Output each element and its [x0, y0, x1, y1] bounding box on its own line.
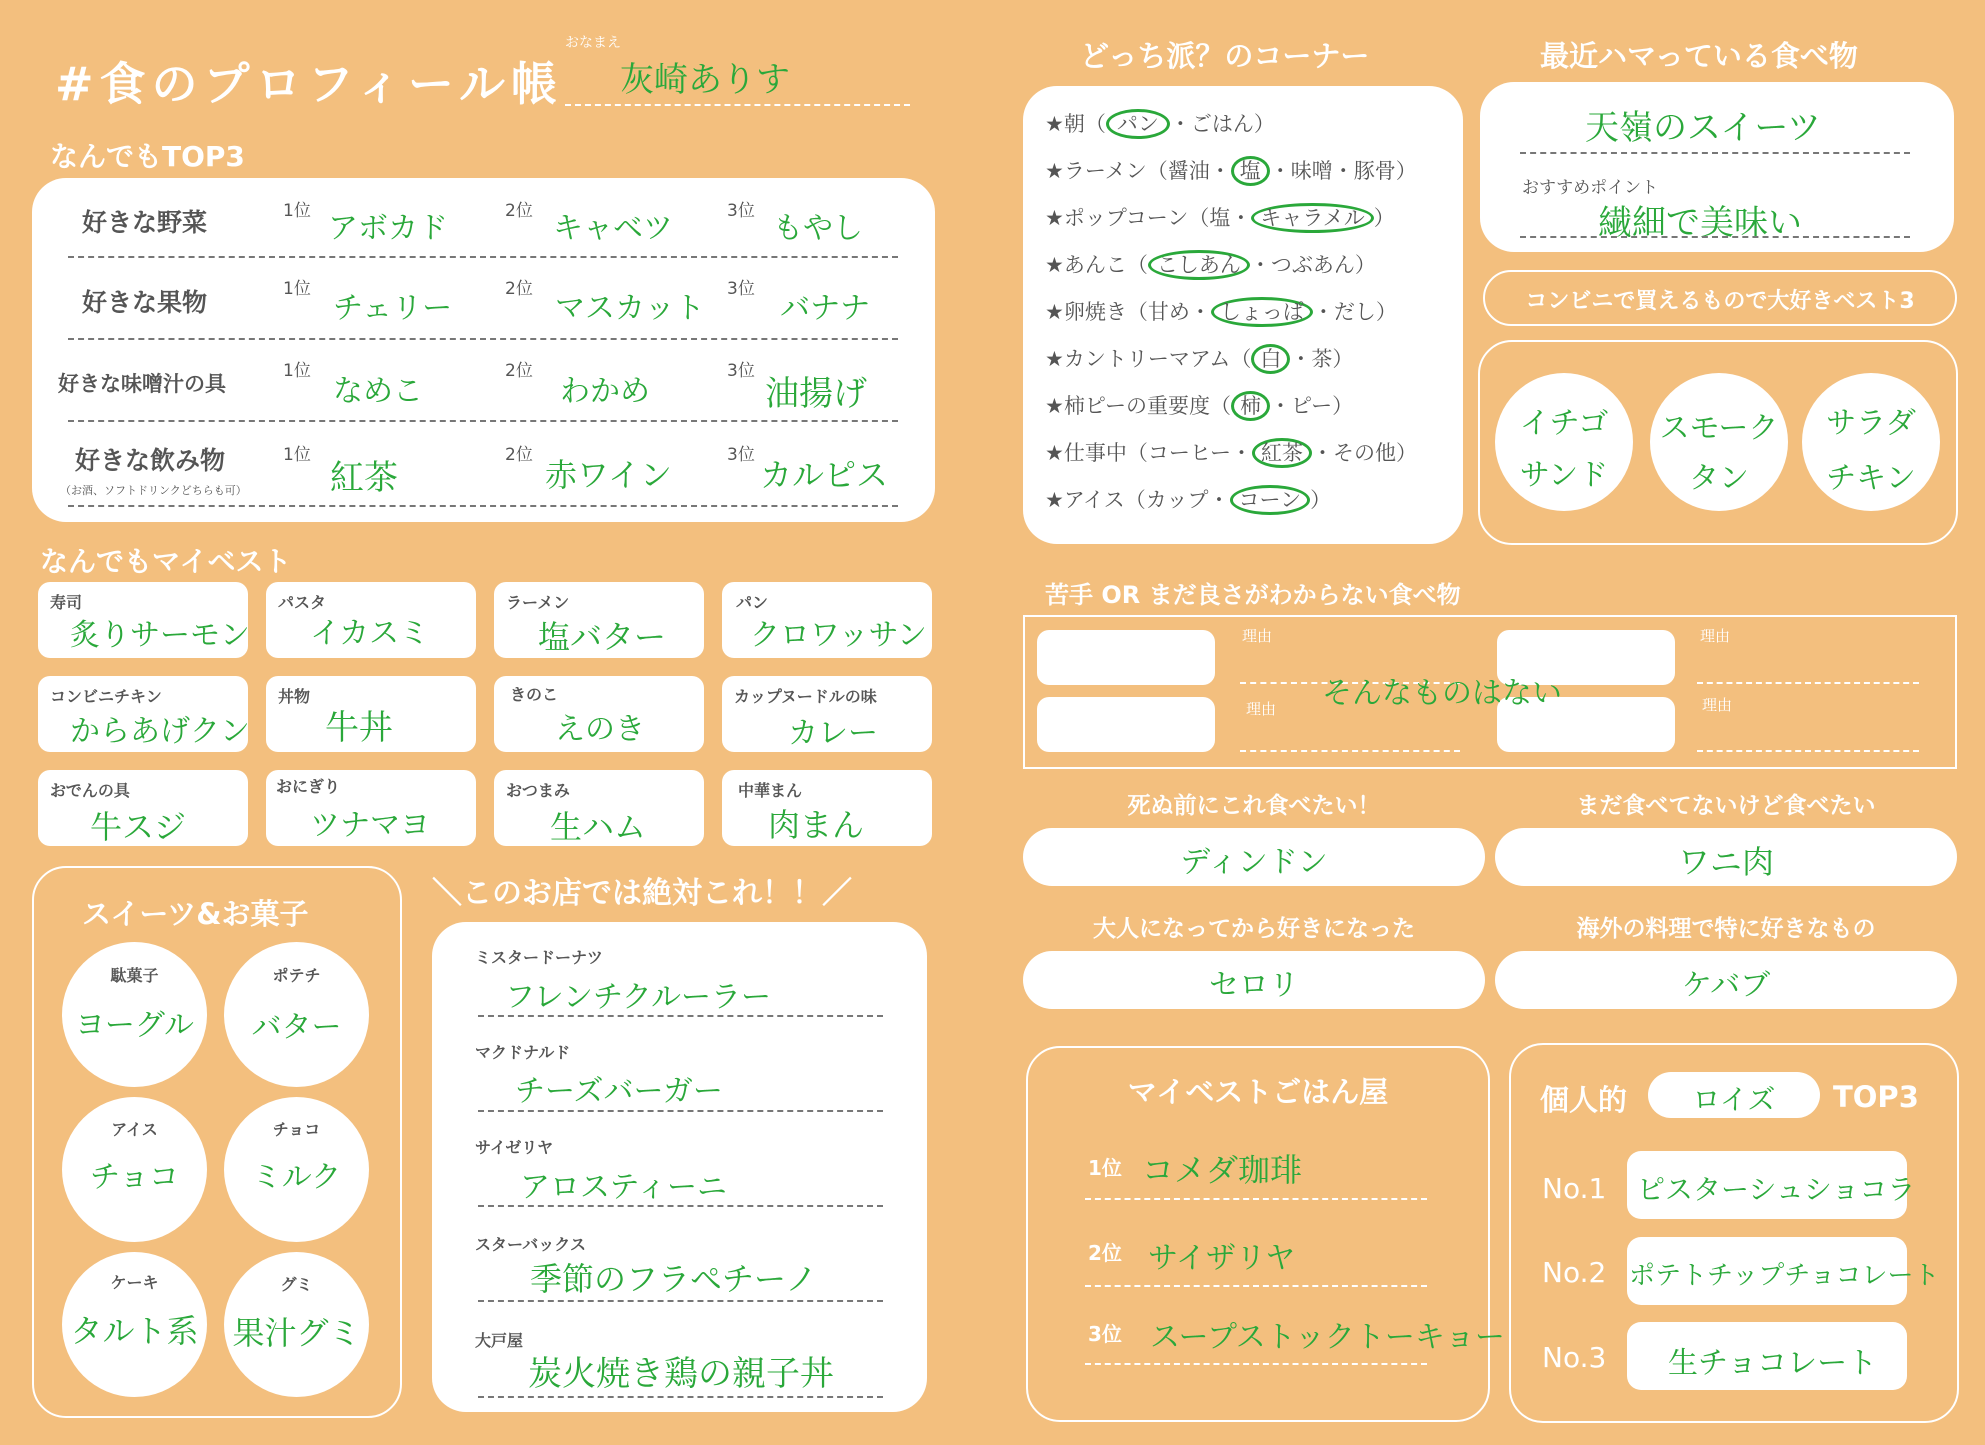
reason-label: 理由: [1242, 627, 1273, 645]
shop-divider: [478, 1300, 883, 1302]
top3-item: カルピス: [760, 456, 889, 494]
mybest-label: おにぎり: [276, 777, 341, 796]
sweets-label: アイス: [111, 1120, 158, 1139]
docchi-suffix: ・つぶあん）: [1249, 253, 1376, 277]
wish-heading: まだ食べてないけど食べたい: [1576, 793, 1876, 819]
dislike-box: [1037, 630, 1215, 685]
name-underline: [565, 104, 910, 106]
docchi-row: [1045, 437, 1465, 484]
top3-row-label: 好きな野菜: [82, 208, 208, 237]
rank-label: 1位: [283, 279, 311, 299]
konbini-item-line: サンド: [1519, 458, 1609, 493]
wish-value: セロリ: [1209, 968, 1299, 1003]
sweets-value: ミルク: [251, 1160, 342, 1195]
top3-item: もやし: [773, 211, 863, 246]
top3-item: アボカド: [328, 211, 448, 246]
reason-line: [1697, 750, 1919, 752]
top3-item: わかめ: [560, 374, 650, 409]
restaurant-rank: 1位: [1088, 1156, 1122, 1180]
dislike-heading: 苦手 OR まだ良さがわからない食べ物: [1045, 581, 1461, 609]
docchi-row: [1045, 296, 1465, 343]
shop-divider: [478, 1205, 883, 1207]
personal-prefix: 個人的: [1540, 1083, 1628, 1117]
rank-label: 2位: [505, 201, 533, 221]
mybest-label: きのこ: [510, 685, 559, 704]
wish-value: ディンドン: [1180, 845, 1328, 880]
top3-row-note: （お酒、ソフトドリンクどちらも可）: [60, 484, 247, 497]
restaurant-item: スープストックトーキョー: [1150, 1320, 1505, 1355]
docchi-prefix: ★ポップコーン（塩・: [1045, 206, 1252, 230]
mybest-value: クロワッサン: [750, 618, 927, 653]
shop-item: 炭火焼き鶏の親子丼: [528, 1354, 834, 1394]
recent-point: 繊細で美味い: [1598, 203, 1802, 243]
personal-suffix: TOP3: [1833, 1080, 1919, 1114]
top3-item: マスカット: [555, 291, 705, 326]
personal-rank: No.1: [1542, 1172, 1607, 1205]
docchi-suffix: ・ごはん）: [1169, 112, 1275, 136]
docchi-choice: 紅茶: [1252, 438, 1312, 468]
rank-label: 3位: [727, 445, 755, 465]
docchi-prefix: ★あんこ（: [1045, 253, 1148, 277]
docchi-suffix: ・その他）: [1312, 441, 1417, 465]
docchi-heading: どっち派？のコーナー: [1080, 39, 1370, 73]
shop-item: チーズバーガー: [515, 1074, 723, 1109]
restaurant-rank: 3位: [1088, 1322, 1122, 1346]
mybest-label: おでんの具: [50, 781, 130, 800]
restaurant-divider: [1085, 1285, 1427, 1287]
shop-name: スターバックス: [475, 1235, 587, 1254]
konbini-item-line: イチゴ: [1519, 406, 1609, 441]
shop-item: フレンチクルーラー: [505, 980, 771, 1015]
docchi-choice: パン: [1106, 109, 1170, 139]
konbini-item-line: タン: [1689, 461, 1749, 496]
name-value: 灰崎ありす: [620, 60, 790, 100]
docchi-prefix: ★ラーメン（醤油・: [1045, 159, 1231, 183]
docchi-suffix: ・茶）: [1290, 347, 1354, 371]
top3-item: 油揚げ: [765, 374, 867, 414]
docchi-prefix: ★朝（: [1045, 112, 1106, 136]
shop-name: マクドナルド: [475, 1043, 571, 1062]
personal-brand: ロイズ: [1692, 1083, 1776, 1116]
sweets-value: ヨーグル: [74, 1008, 195, 1043]
docchi-choice: こしあん: [1148, 250, 1250, 280]
mybest-value: イカスミ: [310, 616, 430, 651]
docchi-choice: キャラメル: [1251, 203, 1373, 233]
reason-line: [1240, 750, 1460, 752]
mybest-label: カップヌードルの味: [734, 687, 877, 706]
sweets-value: タルト系: [70, 1312, 199, 1350]
wish-value: ワニ肉: [1677, 843, 1774, 881]
sweets-value: バター: [251, 1010, 342, 1045]
personal-rank: No.3: [1542, 1341, 1607, 1374]
top3-row-label: 好きな味噌汁の具: [58, 372, 226, 396]
sweets-label: グミ: [280, 1275, 313, 1294]
mybest-label: 中華まん: [738, 781, 803, 800]
konbini-heading: コンビニで買えるもので大好きベスト3: [1525, 289, 1915, 314]
mybest-label: パスタ: [278, 593, 327, 612]
docchi-choice: 柿: [1231, 391, 1270, 421]
docchi-suffix: ）: [1373, 206, 1395, 230]
shop-divider: [478, 1396, 883, 1398]
top3-item: 赤ワイン: [545, 456, 673, 494]
docchi-row: [1045, 108, 1465, 155]
mybest-label: 丼物: [278, 687, 311, 706]
page-title: #食のプロフィール帳: [55, 57, 563, 111]
konbini-item-line: チキン: [1826, 461, 1916, 496]
mybest-value: からあげクン: [70, 714, 250, 749]
top3-item: なめこ: [333, 374, 423, 409]
shop-name: サイゼリヤ: [475, 1138, 554, 1157]
rank-label: 3位: [727, 201, 755, 221]
recent-point-label: おすすめポイント: [1522, 178, 1659, 198]
konbini-item-line: サラダ: [1826, 406, 1916, 441]
recent-divider: [1520, 236, 1910, 238]
docchi-row: [1045, 155, 1465, 202]
docchi-choice: しょっぱ: [1211, 297, 1313, 327]
mybest-value: えのき: [555, 712, 645, 747]
mybest-heading: なんでもマイベスト: [40, 545, 292, 578]
row-divider: [68, 256, 898, 258]
mybest-label: パン: [736, 593, 769, 612]
reason-label: 理由: [1246, 700, 1277, 718]
sweets-label: チョコ: [272, 1120, 321, 1139]
sweets-heading: スイーツ&お菓子: [82, 897, 309, 931]
restaurants-heading: マイベストごはん屋: [1127, 1075, 1389, 1109]
rank-label: 1位: [283, 361, 311, 381]
docchi-prefix: ★柿ピーの重要度（: [1045, 394, 1231, 418]
reason-line: [1697, 682, 1919, 684]
restaurant-divider: [1085, 1363, 1427, 1365]
shop-divider: [478, 1110, 883, 1112]
mybest-value: ツナマヨ: [310, 808, 430, 843]
top3-item: バナナ: [780, 291, 870, 326]
restaurant-divider: [1085, 1198, 1427, 1200]
rank-label: 3位: [727, 361, 755, 381]
top3-row-label: 好きな果物: [82, 288, 208, 317]
top3-item: キャベツ: [553, 211, 673, 246]
docchi-row: [1045, 202, 1465, 249]
top3-item: チェリー: [333, 291, 453, 326]
row-divider: [68, 505, 898, 507]
sweets-label: 駄菓子: [110, 966, 159, 985]
docchi-choice: 塩: [1231, 156, 1270, 186]
docchi-choice: 白: [1251, 344, 1290, 374]
reason-label: 理由: [1700, 627, 1731, 645]
shop-item: 季節のフラペチーノ: [530, 1260, 818, 1298]
recent-value: 天嶺のスイーツ: [1585, 108, 1821, 148]
rank-label: 2位: [505, 279, 533, 299]
rank-label: 1位: [283, 201, 311, 221]
top3-item: 紅茶: [330, 458, 398, 498]
docchi-row: [1045, 484, 1465, 531]
row-divider: [68, 338, 898, 340]
personal-item: ピスターシュショコラ: [1637, 1173, 1916, 1206]
mybest-value: 牛丼: [325, 708, 393, 748]
restaurant-item: サイザリヤ: [1148, 1241, 1296, 1276]
sweets-label: ポテチ: [272, 966, 321, 985]
docchi-row: [1045, 343, 1465, 390]
shop-name: ミスタードーナツ: [475, 948, 603, 967]
docchi-suffix: ・味噌・豚骨）: [1269, 159, 1417, 183]
mybest-label: ラーメン: [506, 593, 570, 612]
sweets-value: チョコ: [89, 1160, 180, 1195]
mybest-value: 塩バター: [538, 618, 667, 656]
mybest-label: コンビニチキン: [50, 687, 162, 706]
rank-label: 3位: [727, 279, 755, 299]
recent-heading: 最近ハマっている食べ物: [1540, 39, 1858, 73]
docchi-choice: コーン: [1230, 485, 1311, 515]
sweets-label: ケーキ: [110, 1273, 159, 1292]
sweets-value: 果汁グミ: [232, 1314, 361, 1352]
recent-divider: [1520, 152, 1910, 154]
docchi-suffix: ・ピー）: [1270, 394, 1354, 418]
wish-value: ケバブ: [1681, 968, 1771, 1003]
personal-rank: No.2: [1542, 1256, 1607, 1289]
mybest-value: カレー: [788, 716, 878, 751]
docchi-prefix: ★仕事中（コーヒー・: [1045, 441, 1252, 465]
name-label: おなまえ: [565, 35, 621, 51]
mybest-value: 生ハム: [550, 808, 647, 846]
docchi-prefix: ★卵焼き（甘め・: [1045, 300, 1211, 324]
personal-item: 生チョコレート: [1668, 1346, 1878, 1381]
docchi-suffix: ）: [1310, 488, 1332, 512]
docchi-prefix: ★カントリーマアム（: [1045, 347, 1252, 371]
restaurant-item: コメダ珈琲: [1142, 1151, 1303, 1189]
docchi-row: [1045, 249, 1465, 296]
docchi-prefix: ★アイス（カップ・: [1045, 488, 1230, 512]
mybest-value: 牛スジ: [90, 808, 187, 846]
mybest-label: 寿司: [50, 593, 83, 612]
mybest-label: おつまみ: [506, 781, 570, 800]
top3-row-label: 好きな飲み物: [75, 446, 226, 475]
wish-heading: 海外の料理で特に好きなもの: [1576, 916, 1876, 942]
wish-heading: 大人になってから好きになった: [1093, 916, 1415, 942]
mybest-value: 炙りサーモン: [70, 618, 250, 653]
rank-label: 1位: [283, 445, 311, 465]
reason-label: 理由: [1702, 696, 1733, 714]
wish-heading: 死ぬ前にこれ食べたい！: [1127, 793, 1381, 819]
dislike-value: そんなものはない: [1322, 676, 1562, 711]
konbini-item-line: スモーク: [1659, 411, 1779, 446]
shops-heading: ＼このお店では絶対これ！！／: [432, 876, 852, 911]
restaurant-rank: 2位: [1088, 1241, 1122, 1265]
dislike-box: [1037, 697, 1215, 752]
docchi-rows: [1045, 108, 1465, 531]
docchi-suffix: ・だし）: [1312, 300, 1397, 324]
docchi-row: [1045, 390, 1465, 437]
shop-name: 大戸屋: [475, 1331, 524, 1350]
shop-item: アロスティーニ: [520, 1170, 727, 1205]
row-divider: [68, 420, 898, 422]
top3-heading: なんでもTOP3: [50, 140, 245, 173]
personal-item: ポテトチップチョコレート: [1629, 1261, 1940, 1291]
rank-label: 2位: [505, 445, 533, 465]
rank-label: 2位: [505, 361, 533, 381]
shop-divider: [478, 1015, 883, 1017]
mybest-value: 肉まん: [768, 806, 865, 844]
